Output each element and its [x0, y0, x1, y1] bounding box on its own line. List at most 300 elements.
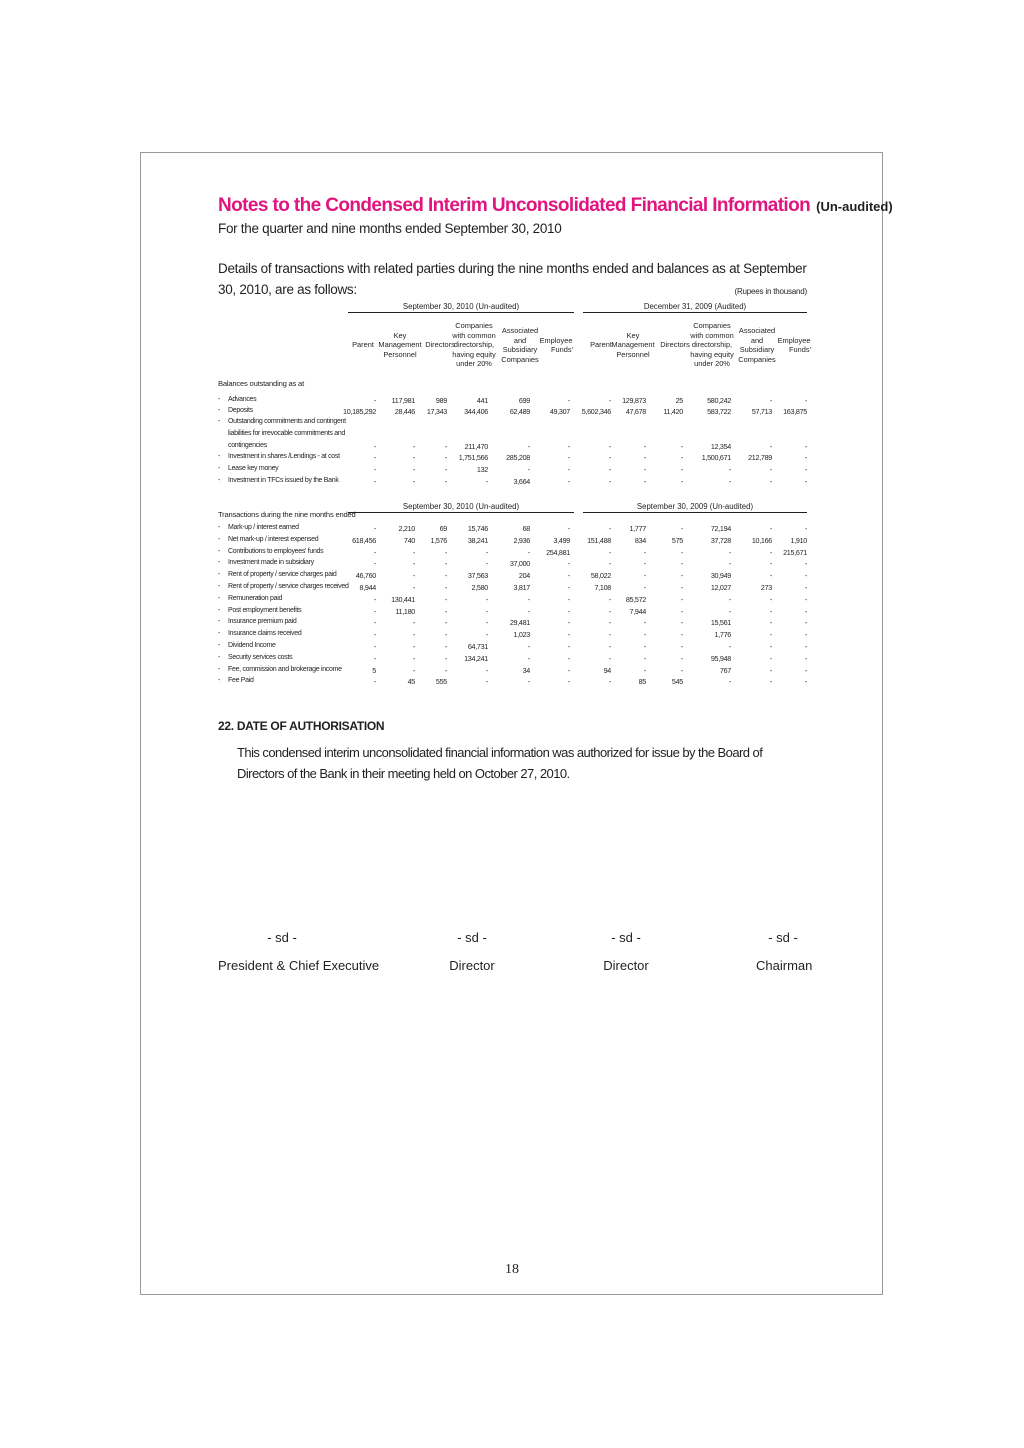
table-cell: 72,194	[710, 524, 731, 533]
table-cell: -	[608, 653, 611, 663]
column-header-line: Subsidiary	[502, 345, 538, 354]
table-cell: 58,022	[590, 571, 611, 581]
table-cell: -	[728, 477, 731, 486]
table-cell: -	[680, 524, 683, 533]
table-cell: -	[412, 477, 415, 486]
table-cell: 28,446	[394, 407, 415, 416]
table-cell: 11,420	[663, 407, 683, 416]
table-cell: 580,242	[707, 396, 731, 405]
table-cell: -	[444, 606, 447, 616]
period-transactions-current: September 30, 2010 (Un-audited)	[402, 502, 520, 511]
row-dash: -	[218, 524, 221, 531]
table-cell: -	[567, 618, 570, 628]
column-header-line: and	[513, 335, 527, 345]
row-label	[218, 407, 253, 414]
table-cell: 1,500,671	[701, 453, 731, 462]
table-cell: -	[769, 465, 772, 474]
table-cell: -	[804, 630, 807, 640]
signature-title: Chairman	[756, 958, 813, 973]
column-header-line: having equity	[690, 349, 734, 359]
row-dash: -	[218, 665, 221, 673]
row-dash: -	[218, 594, 221, 602]
period-balances-prior: December 31, 2009 (Audited)	[643, 302, 747, 311]
table-cell: -	[608, 606, 611, 616]
table-cell: -	[373, 594, 376, 604]
column-header-line: Directors	[660, 340, 690, 350]
signature-chairman	[756, 930, 813, 973]
table-cell: -	[412, 465, 415, 474]
column-header	[449, 321, 499, 369]
table-cell: -	[769, 630, 772, 640]
column-header-line: Employee	[539, 335, 573, 345]
table-cell: -	[680, 465, 683, 474]
table-cell: -	[412, 653, 415, 663]
table-cell: 699	[518, 396, 530, 405]
table-cell: -	[412, 630, 415, 640]
signature-mark: - sd -	[457, 930, 487, 945]
row-label	[218, 465, 278, 472]
table-cell: -	[567, 606, 570, 616]
row-dash: -	[218, 583, 221, 590]
table-cell: 15,561	[710, 618, 731, 628]
table-cell: 64,731	[467, 642, 488, 651]
row-label	[218, 396, 256, 403]
table-cell: -	[728, 547, 731, 557]
table-cell: 204	[518, 571, 530, 581]
table-cell: -	[608, 396, 611, 405]
table-cell: -	[608, 559, 611, 569]
row-label-text: Fee, commission and brokerage income	[228, 665, 342, 673]
table-cell: -	[608, 465, 611, 474]
table-cell: -	[804, 465, 807, 474]
table-cell: -	[769, 547, 772, 557]
table-cell: -	[804, 571, 807, 581]
table-cell: -	[412, 547, 415, 557]
signature-title: President & Chief Executive	[218, 958, 380, 973]
row-label	[218, 677, 254, 684]
table-cell: -	[485, 677, 488, 687]
table-cell: -	[485, 665, 488, 675]
table-cell: 47,678	[625, 407, 646, 416]
table-cell: 10,166	[751, 535, 772, 545]
table-cell: 45	[407, 677, 415, 687]
table-cell: 10,185,292	[343, 407, 376, 416]
column-header-line: Companies	[501, 354, 539, 364]
table-cell: -	[485, 630, 488, 640]
row-label-text: Advances	[228, 396, 257, 403]
table-cell: -	[444, 594, 447, 604]
table-cell: -	[643, 453, 646, 462]
signature-director-1	[432, 930, 512, 973]
column-header-line: under 20%	[694, 359, 730, 369]
table-cell: -	[608, 630, 611, 640]
intro-paragraph: Details of transactions with related parties during the nine months ended and balances as at September 30, 2010, are as follows:	[218, 261, 807, 297]
signature-mark: - sd -	[267, 930, 297, 945]
row-label-text: liabilities for irrevocable commitments and	[228, 430, 346, 437]
row-label	[218, 559, 314, 566]
table-cell: -	[643, 665, 646, 675]
table-cell: -	[728, 677, 731, 687]
table-cell: -	[485, 559, 488, 569]
table-cell: -	[680, 571, 683, 581]
table-cell: 575	[671, 535, 683, 545]
table-cell: -	[643, 618, 646, 628]
table-cell: 583,722	[707, 407, 731, 416]
table-cell: 37,000	[509, 559, 530, 569]
table-cell: -	[444, 442, 447, 451]
column-header-line: Companies	[738, 354, 776, 364]
column-header-line: with common	[452, 330, 496, 340]
table-cell: -	[527, 606, 530, 616]
column-header-line: Associated	[738, 326, 776, 335]
column-header-line: Directors	[425, 340, 455, 350]
table-cell: 215,671	[783, 547, 807, 557]
table-cell: 618,456	[352, 535, 376, 545]
row-dash: -	[218, 571, 221, 579]
table-cell: 2,580	[471, 583, 488, 592]
table-cell: -	[804, 583, 807, 592]
authorisation-heading: 22. DATE OF AUTHORISATION	[218, 719, 385, 733]
page-title	[218, 195, 893, 217]
table-cell: -	[804, 606, 807, 616]
column-header-line: having equity	[452, 349, 496, 359]
period-rule	[583, 312, 807, 313]
column-header-line: with common	[690, 330, 734, 340]
column-header-line: Subsidiary	[739, 345, 775, 354]
row-dash: -	[218, 653, 221, 661]
table-cell: -	[527, 594, 530, 604]
table-cell: -	[680, 442, 683, 451]
table-cell: 37,728	[710, 535, 731, 545]
table-cell: 30,949	[710, 571, 731, 581]
row-dash: -	[218, 618, 221, 626]
table-cell: 1,777	[629, 524, 646, 533]
row-dash: -	[218, 630, 221, 638]
table-cell: -	[567, 594, 570, 604]
table-cell: -	[728, 642, 731, 651]
period-transactions-prior: September 30, 2009 (Un-audited)	[636, 502, 754, 511]
table-cell: -	[444, 559, 447, 569]
table-cell: 1,910	[790, 535, 807, 545]
row-dash: -	[218, 606, 221, 614]
row-label-text: Investment made in subsidiary	[228, 559, 314, 567]
table-cell: -	[608, 618, 611, 628]
row-label-text: Dividend Income	[228, 642, 276, 649]
table-cell: -	[804, 677, 807, 687]
table-cell: -	[804, 524, 807, 533]
transactions-label: Transactions during the nine months ended	[218, 510, 356, 519]
units-note: (Rupees in thousand)	[734, 287, 807, 296]
column-header	[497, 326, 543, 364]
row-label	[218, 477, 339, 484]
table-cell: -	[373, 559, 376, 569]
row-label-text: Mark-up / interest earned	[228, 524, 299, 531]
table-cell: 254,881	[546, 547, 570, 557]
row-dash: -	[218, 535, 221, 543]
table-cell: 3,817	[513, 583, 530, 592]
table-cell: -	[567, 642, 570, 651]
table-cell: -	[412, 583, 415, 592]
table-cell: 441	[476, 396, 488, 405]
table-cell: 834	[634, 535, 646, 545]
table-cell: -	[608, 453, 611, 462]
table-cell: -	[567, 571, 570, 581]
row-label	[218, 430, 345, 437]
column-header	[734, 326, 780, 364]
table-cell: -	[769, 618, 772, 628]
table-cell: 38,241	[467, 535, 488, 545]
table-cell: -	[412, 642, 415, 651]
row-label	[218, 595, 282, 602]
row-label	[218, 607, 301, 614]
row-dash: -	[218, 559, 221, 567]
table-cell: -	[527, 653, 530, 663]
table-cell: -	[567, 630, 570, 640]
column-header	[346, 340, 380, 350]
table-cell: 132	[476, 465, 488, 474]
row-label-text: Investment in TFCs issued by the Bank	[228, 477, 339, 484]
table-cell: -	[608, 594, 611, 604]
table-cell: 68	[522, 524, 530, 533]
table-cell: -	[444, 571, 447, 581]
signature-mark: - sd -	[768, 930, 798, 945]
table-cell: -	[444, 453, 447, 462]
table-cell: -	[643, 630, 646, 640]
table-cell: -	[608, 642, 611, 651]
table-cell: -	[804, 477, 807, 486]
table-cell: -	[643, 547, 646, 557]
table-cell: 151,488	[587, 535, 611, 545]
row-dash: -	[218, 547, 221, 555]
column-header	[377, 331, 423, 360]
table-cell: 12,027	[710, 583, 731, 592]
table-cell: -	[373, 465, 376, 474]
table-cell: -	[527, 547, 530, 557]
row-label	[218, 583, 349, 590]
table-cell: -	[680, 547, 683, 557]
table-cell: 25	[675, 396, 683, 405]
column-header-line: directorship,	[691, 340, 733, 350]
column-header	[687, 321, 737, 369]
table-cell: -	[485, 547, 488, 557]
table-cell: -	[643, 442, 646, 451]
row-dash: -	[218, 642, 221, 649]
table-cell: -	[680, 665, 683, 675]
table-cell: -	[804, 453, 807, 462]
table-cell: -	[373, 477, 376, 486]
table-cell: -	[373, 677, 376, 687]
column-header-line: Companies	[693, 321, 731, 331]
row-dash: -	[218, 465, 221, 472]
table-cell: -	[728, 465, 731, 474]
table-cell: -	[444, 618, 447, 628]
table-cell: -	[769, 524, 772, 533]
row-label-text: Deposits	[228, 407, 253, 414]
column-header-line: Personnel	[616, 349, 650, 359]
table-cell: -	[680, 630, 683, 640]
table-cell: 17,343	[426, 407, 447, 416]
table-cell: -	[804, 442, 807, 451]
table-cell: -	[444, 630, 447, 640]
table-cell: -	[608, 442, 611, 451]
row-label-text: Insurance claims received	[228, 630, 302, 638]
table-cell: -	[769, 677, 772, 687]
table-cell: -	[728, 606, 731, 616]
row-dash: -	[218, 418, 221, 425]
table-cell: 2,210	[398, 524, 415, 533]
table-cell: -	[643, 465, 646, 474]
table-cell: -	[444, 642, 447, 651]
table-cell: 46,760	[355, 571, 376, 581]
table-cell: -	[769, 571, 772, 581]
table-cell: 344,406	[464, 407, 488, 416]
table-cell: -	[373, 630, 376, 640]
column-header-line: Management	[378, 340, 422, 350]
table-cell: -	[643, 559, 646, 569]
column-header	[610, 331, 656, 360]
column-header-line: directorship,	[453, 340, 495, 350]
authorisation-text: This condensed interim unconsolidated financial information was authorized for issue by the Board of Directors of the Bank in their meeting held on October 27, 2010.	[237, 745, 763, 781]
table-cell: -	[608, 677, 611, 687]
table-cell: 163,875	[783, 407, 807, 416]
table-cell: 3,664	[513, 477, 530, 486]
row-label	[218, 642, 276, 649]
table-cell: -	[680, 606, 683, 616]
title-suffix: (Un-audited)	[816, 199, 893, 214]
row-label	[218, 442, 267, 449]
column-header-line: Associated	[501, 326, 539, 335]
table-cell: -	[567, 477, 570, 486]
table-cell: 85	[638, 677, 646, 687]
table-cell: 7,944	[629, 606, 646, 616]
table-cell: -	[680, 594, 683, 604]
table-cell: -	[769, 606, 772, 616]
table-cell: -	[643, 642, 646, 651]
table-cell: -	[444, 583, 447, 592]
table-cell: -	[804, 594, 807, 604]
page-number: 18	[505, 1262, 519, 1277]
table-cell: -	[373, 453, 376, 462]
period-rule	[348, 512, 574, 513]
table-cell: 62,489	[509, 407, 530, 416]
row-label-text: Investment in shares /Lendings - at cost	[228, 453, 340, 460]
table-cell: -	[769, 442, 772, 451]
row-label-text: Rent of property / service charges received	[228, 583, 349, 590]
table-cell: -	[680, 618, 683, 628]
table-cell: -	[444, 465, 447, 474]
table-cell: -	[643, 653, 646, 663]
table-cell: -	[769, 396, 772, 405]
row-label	[218, 536, 318, 543]
table-cell: -	[680, 583, 683, 592]
table-cell: -	[485, 477, 488, 486]
column-header-line: and	[750, 335, 764, 345]
table-cell: -	[608, 477, 611, 486]
row-dash: -	[218, 477, 221, 484]
table-cell: -	[527, 677, 530, 687]
table-cell: 134,241	[464, 653, 488, 663]
period-balances-current: September 30, 2010 (Un-audited)	[402, 302, 520, 311]
row-label-text: Remuneration paid	[228, 594, 283, 602]
table-cell: 1,751,566	[458, 453, 488, 462]
row-label	[218, 571, 337, 578]
table-cell: -	[412, 442, 415, 451]
table-cell: -	[608, 547, 611, 557]
table-cell: -	[804, 653, 807, 663]
table-cell: -	[567, 453, 570, 462]
table-cell: -	[680, 477, 683, 486]
table-cell: -	[412, 559, 415, 569]
table-cell: -	[373, 396, 376, 405]
table-cell: -	[567, 559, 570, 569]
table-cell: 1,576	[430, 535, 447, 545]
row-label-text: Insurance premium paid	[228, 618, 297, 626]
table-cell: -	[769, 665, 772, 675]
signature-president	[218, 930, 380, 973]
table-cell: -	[680, 453, 683, 462]
table-cell: -	[804, 396, 807, 405]
table-cell: 117,981	[391, 396, 415, 405]
table-cell: -	[567, 524, 570, 533]
row-label-text: Post employment benefits	[228, 606, 302, 614]
table-cell: -	[643, 571, 646, 581]
table-cell: -	[444, 547, 447, 557]
table-cell: 212,789	[748, 453, 772, 462]
table-cell: 11,180	[395, 606, 415, 616]
table-cell: 85,572	[625, 594, 646, 604]
column-header-line: Funds'	[789, 345, 811, 354]
table-cell: -	[769, 653, 772, 663]
table-cell: -	[567, 677, 570, 687]
table-cell: 3,499	[553, 535, 570, 545]
table-cell: -	[608, 524, 611, 533]
table-cell: 767	[719, 665, 731, 675]
table-cell: -	[373, 524, 376, 533]
table-cell: -	[373, 606, 376, 616]
table-cell: -	[804, 618, 807, 628]
table-cell: -	[728, 559, 731, 569]
table-cell: 740	[403, 535, 415, 545]
table-cell: -	[769, 594, 772, 604]
row-label	[218, 418, 346, 425]
column-header-line: Key	[626, 330, 640, 340]
table-cell: -	[527, 465, 530, 474]
row-label-text: Rent of property / service charges paid	[228, 571, 337, 579]
table-cell: -	[769, 559, 772, 569]
table-cell: -	[412, 453, 415, 462]
table-cell: -	[485, 606, 488, 616]
table-cell: -	[680, 642, 683, 651]
table-cell: -	[804, 642, 807, 651]
table-cell: -	[444, 477, 447, 486]
table-cell: 15,746	[467, 524, 488, 533]
table-cell: 69	[439, 524, 447, 533]
table-cell: -	[373, 442, 376, 451]
table-cell: -	[567, 442, 570, 451]
row-dash: -	[218, 396, 221, 403]
column-header-line: Funds'	[551, 345, 573, 354]
row-label	[218, 654, 292, 661]
page-subtitle: For the quarter and nine months ended September 30, 2010	[218, 221, 562, 236]
table-cell: -	[485, 594, 488, 604]
table-cell: -	[643, 477, 646, 486]
table-cell: 129,873	[622, 396, 646, 405]
table-cell: 130,441	[391, 594, 415, 604]
table-cell: 29,481	[509, 618, 530, 628]
table-cell: -	[728, 594, 731, 604]
table-cell: -	[412, 665, 415, 675]
table-cell: -	[643, 583, 646, 592]
